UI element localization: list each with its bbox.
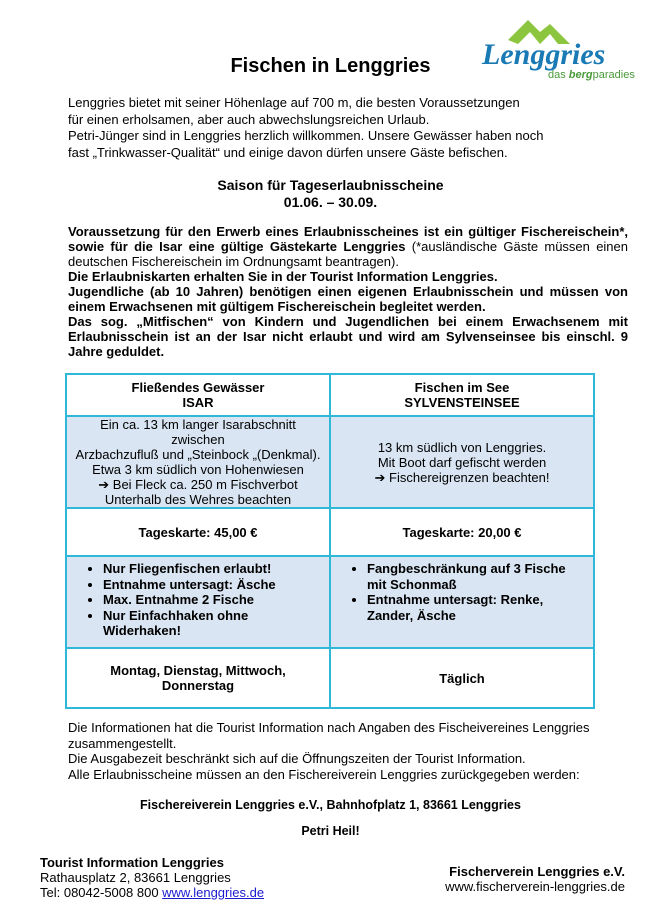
fishing-table xyxy=(65,373,595,709)
sylvensteinsee-header: Fischen im See SYLVENSTEINSEE xyxy=(330,374,594,416)
svg-text:Lenggries: Lenggries xyxy=(482,38,606,71)
list-item: • Nur Einfachhaken ohne Widerhaken! xyxy=(103,608,321,639)
see-price: Tageskarte: 20,00 € xyxy=(330,508,594,556)
list-item: • Fangbeschränkung auf 3 Fische mit Schonmaß xyxy=(367,561,585,592)
page-title: Fischen in Lenggries xyxy=(230,55,431,77)
info-text: Die Informationen hat die Tourist Information nach Angaben des Fischeivereines Lenggries zusammengestellt. Die Ausgabezeit beschränkt sich auf die Öffnungszeiten der Tourist Information. Alle Erlaubnisscheine müssen an den Fischereiverein Lenggries zurückgegeben werden: xyxy=(68,720,590,782)
tourist-info-contact: Tourist Information Lenggries Rathausplatz 2, 83661 Lenggries Tel: 08042-5008 800 www.lenggries.de xyxy=(40,855,265,900)
list-item: • Entnahme untersagt: Renke, Zander, Äsche xyxy=(367,592,585,623)
intro-text: Lenggries bietet mit seiner Höhenlage auf 700 m, die besten Voraussetzungen für einen erholsamen, aber auch abwechslungsreichen Urlaub. Petri-Jünger sind in Lenggries herzlich willkommen. Unsere Gewässer haben noch fast „Trinkwasser-Qualität“ und einige davon dürfen unsere Gäste befischen. xyxy=(68,95,544,160)
isar-header: Fließendes Gewässer ISAR xyxy=(66,374,330,416)
see-description: 13 km südlich von Lenggries. Mit Boot darf gefischt werden ➔ Fischereigrenzen beachten! xyxy=(330,416,594,508)
isar-price: Tageskarte: 45,00 € xyxy=(66,508,330,556)
list-item: • Nur Fliegenfischen erlaubt! xyxy=(103,561,321,577)
list-item: • Max. Entnahme 2 Fische xyxy=(103,592,321,608)
svg-text:das bergparadies: das bergparadies xyxy=(548,69,635,81)
isar-days: Montag, Dienstag, Mittwoch, Donnerstag xyxy=(66,648,330,708)
greeting: Petri Heil! xyxy=(301,824,360,838)
isar-rules xyxy=(66,556,330,648)
lenggries-logo xyxy=(470,18,640,83)
mountain-logo-icon xyxy=(470,18,640,83)
isar-description: Ein ca. 13 km langer Isarabschnitt zwischen Arzbachzufluß und „Steinbock „(Denkmal). Etwa 3 km südlich von Hohenwiesen ➔ Bei Fleck ca. 250 m Fischverbot Unterhalb des Wehres beachten xyxy=(66,416,330,508)
season-heading: Saison für Tageserlaubnisscheine 01.06. – 30.09. xyxy=(217,177,444,210)
lenggries-website-link[interactable]: www.lenggries.de xyxy=(162,885,265,900)
list-item: • Entnahme untersagt: Äsche xyxy=(103,577,321,593)
club-contact: Fischerverein Lenggries e.V. www.fischerverein-lenggries.de xyxy=(445,864,625,894)
requirements-text: Voraussetzung für den Erwerb eines Erlaubnisscheines ist ein gültiger Fischereischein*, sowie für die Isar eine gültige Gästekarte Lenggries (*ausländische Gäste müssen einen deutschen Fischereischein im Ordnungsamt beantragen). Die Erlaubniskarten erhalten Sie in der Tourist Information Lenggries. Jugendliche (ab 10 Jahren) benötigen einen eigenen Erlaubnisschein und müssen von einem Erwachsenen mit gültigem Fischereischein begleitet werden. Das sog. „Mitfischen“ von Kindern und Jugendlichen bei einem Erwachsenem mit Erlaubnisschein ist an der Isar nicht erlaubt und wird am Sylvenseinsee bis einschl. 9 Jahre geduldet. xyxy=(68,224,629,359)
club-address: Fischereiverein Lenggries e.V., Bahnhofplatz 1, 83661 Lenggries xyxy=(140,798,521,812)
see-rules xyxy=(330,556,594,648)
see-days: Täglich xyxy=(330,648,594,708)
